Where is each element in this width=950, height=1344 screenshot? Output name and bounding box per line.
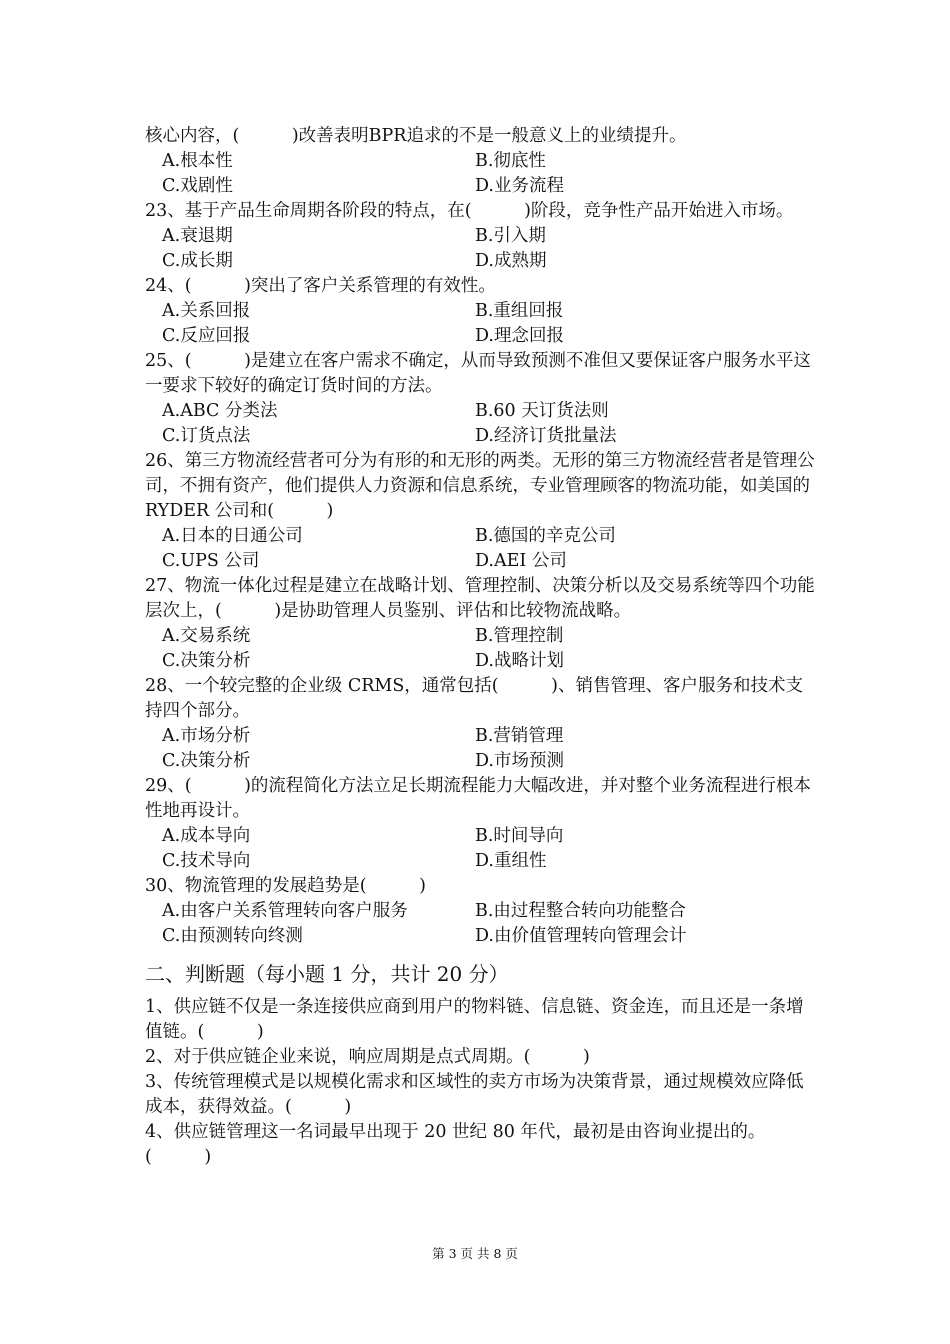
option: B.重组回报 bbox=[475, 301, 564, 321]
option: B.彻底性 bbox=[475, 151, 546, 171]
exam-content bbox=[145, 124, 815, 1170]
question-options bbox=[145, 399, 815, 449]
option: D.成熟期 bbox=[475, 251, 547, 271]
judgment-item: 1、供应链不仅是一条连接供应商到用户的物料链、信息链、资金连，而且还是一条增值链。( ) bbox=[145, 997, 804, 1042]
option: B.由过程整合转向功能整合 bbox=[475, 901, 686, 921]
option: A.成本导向 bbox=[162, 826, 251, 846]
question-24 bbox=[145, 274, 815, 349]
option: D.理念回报 bbox=[475, 326, 564, 346]
option: B.营销管理 bbox=[475, 726, 564, 746]
option: B.引入期 bbox=[475, 226, 546, 246]
option: C.技术导向 bbox=[162, 851, 251, 871]
judgment-item: 4、供应链管理这一名词最早出现于 20 世纪 80 年代，最初是由咨询业提出的。( ) bbox=[145, 1122, 766, 1167]
option: B.德国的辛克公司 bbox=[475, 526, 616, 546]
option: C.UPS 公司 bbox=[162, 551, 260, 571]
question-27 bbox=[145, 574, 815, 674]
option: B.60 天订货法则 bbox=[475, 401, 609, 421]
question-text: 29、( )的流程简化方法立足长期流程能力大幅改进，并对整个业务流程进行根本性地再设计。 bbox=[145, 776, 811, 821]
page-footer: 第 3 页 共 8 页 bbox=[432, 1246, 518, 1261]
option: A.根本性 bbox=[162, 151, 233, 171]
question-options bbox=[145, 624, 815, 674]
judgment-item: 2、对于供应链企业来说，响应周期是点式周期。( ) bbox=[145, 1047, 590, 1067]
question-options bbox=[145, 824, 815, 874]
question-text: 25、( )是建立在客户需求不确定，从而导致预测不准但又要保证客户服务水平这一要求下较好的确定订货时间的方法。 bbox=[145, 351, 811, 396]
option: A.市场分析 bbox=[162, 726, 251, 746]
judgment-item: 3、传统管理模式是以规模化需求和区域性的卖方市场为决策背景，通过规模效应降低成本，获得效益。( ) bbox=[145, 1072, 804, 1117]
option: C.决策分析 bbox=[162, 751, 251, 771]
question-text: 23、基于产品生命周期各阶段的特点，在( )阶段，竞争性产品开始进入市场。 bbox=[145, 201, 794, 221]
option: D.市场预测 bbox=[475, 751, 564, 771]
question-26 bbox=[145, 449, 815, 574]
option: B.管理控制 bbox=[475, 626, 564, 646]
option: C.由预测转向终测 bbox=[162, 926, 303, 946]
question-29 bbox=[145, 774, 815, 874]
option: D.重组性 bbox=[475, 851, 547, 871]
question-text: 26、第三方物流经营者可分为有形的和无形的两类。无形的第三方物流经营者是管理公司，不拥有资产，他们提供人力资源和信息系统，专业管理顾客的物流功能，如美国的 RYDER 公司和( ) bbox=[145, 451, 815, 521]
question-text: 24、( )突出了客户关系管理的有效性。 bbox=[145, 276, 496, 296]
option: A.交易系统 bbox=[162, 626, 251, 646]
option: D.经济订货批量法 bbox=[475, 426, 617, 446]
question-23 bbox=[145, 199, 815, 274]
question-25 bbox=[145, 349, 815, 449]
option: C.戏剧性 bbox=[162, 176, 233, 196]
option: A.日本的日通公司 bbox=[162, 526, 303, 546]
option: C.反应回报 bbox=[162, 326, 251, 346]
option: A.ABC 分类法 bbox=[162, 401, 278, 421]
option: A.衰退期 bbox=[162, 226, 233, 246]
option: D.AEI 公司 bbox=[475, 551, 567, 571]
option: D.由价值管理转向管理会计 bbox=[475, 926, 687, 946]
option: D.战略计划 bbox=[475, 651, 564, 671]
question-options bbox=[145, 224, 815, 274]
question-options bbox=[145, 524, 815, 574]
question-text: 30、物流管理的发展趋势是( ) bbox=[145, 876, 426, 896]
question-text: 28、一个较完整的企业级 CRMS，通常包括( )、销售管理、客户服务和技术支持四个部分。 bbox=[145, 676, 803, 721]
question-options bbox=[145, 724, 815, 774]
section-title: 二、判断题（每小题 1 分，共计 20 分） bbox=[145, 962, 509, 986]
option: A.关系回报 bbox=[162, 301, 251, 321]
question-options bbox=[145, 299, 815, 349]
question-28 bbox=[145, 674, 815, 774]
question-text: 27、物流一体化过程是建立在战略计划、管理控制、决策分析以及交易系统等四个功能层次上，( )是协助管理人员鉴别、评估和比较物流战略。 bbox=[145, 576, 815, 621]
option: C.决策分析 bbox=[162, 651, 251, 671]
option: A.由客户关系管理转向客户服务 bbox=[162, 901, 408, 921]
option: D.业务流程 bbox=[475, 176, 564, 196]
option: B.时间导向 bbox=[475, 826, 564, 846]
question-30 bbox=[145, 874, 815, 949]
option: C.订货点法 bbox=[162, 426, 251, 446]
question-options bbox=[145, 899, 815, 949]
option: C.成长期 bbox=[162, 251, 233, 271]
question-22-continuation: 核心内容，( )改善表明BPR追求的不是一般意义上的业绩提升。 bbox=[145, 126, 687, 146]
question-22-options bbox=[145, 149, 815, 199]
